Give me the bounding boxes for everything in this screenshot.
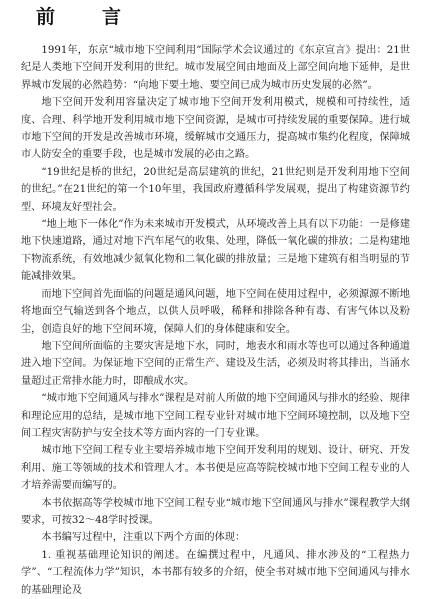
- paragraph-10: 本书编写过程中，注重以下两个方面的体现：: [41, 532, 246, 544]
- page-title: 前 言: [36, 6, 136, 28]
- preface-body: [21, 42, 410, 599]
- paragraph-9: 本书依据高等学校城市地下空间工程专业“城市地下空间通风与排水”课程教学大纲要求，可按32～48学时授课。: [21, 497, 410, 526]
- paragraph-5: 而地下空间首先面临的问题是通风问题，地下空间在使用过程中，必须源源不断地将地面空气输送到各个地点，以供人员呼吸，稀释和排除各种有毒、有害气体以及粉尘，创造良好的地下空间环境，保障人们的身体健康和安全。: [21, 288, 410, 335]
- paragraph-6: 地下空间所面临的主要灾害是地下水，同时，地表水和雨水等也可以通过各种通道进入地下空间。为保证地下空间的正常生产、建设及生活，必须及时将其排出，当涌水量超过正常排水能力时，即酿成水灾。: [21, 340, 410, 387]
- paragraph-3: “19世纪是桥的世纪，20世纪是高层建筑的世纪，21世纪则是开发利用地下空间的世纪。”在21世纪的第一个10年里，我国政府遵循科学发展观，提出了构建资源节约型、环境友好型社会。: [21, 166, 410, 213]
- paragraph-1: 1991年，东京“城市地下空间利用”国际学术会议通过的《东京宣言》提出：21世纪是人类地下空间开发利用的世纪。城市发展空间由地面及上部空间向地下延伸，是世界城市发展的必然趋势：“向地下要土地、要空间已成为城市历史发展的必然”。: [21, 45, 410, 91]
- paragraph-8: 城市地下空间工程专业主要培养城市地下空间开发利用的规划、设计、研究、开发利用、施工等领域的技术和管理人才。本书便是应高等院校城市地下空间工程专业的人才培养需要而编写的。: [21, 445, 410, 492]
- paragraph-11: 1. 重视基础理论知识的阐述。在编撰过程中，凡通风、排水涉及的“工程热力学”、“工程流体力学”知识，本书都有较多的介绍，使全书对城市地下空间通风与排水的基础理论及: [21, 549, 410, 596]
- paragraph-7: “城市地下空间通风与排水”课程是对前人所做的地下空间通风与排水的经验、规律和理论应用的总结，是城市地下空间工程专业针对城市地下空间环境控制，以及地下空间工程灾害防护与安全技术等方面内容的一门专业课。: [21, 393, 410, 439]
- paragraph-2: 地下空间开发利用容量决定了城市地下空间开发利用模式，规模和可持续性，适度、合理、科学地开发利用城市地下空间资源，是城市可持续发展的重要保障。进行城市地下空间的开发是改善城市环境，缓解城市交通压力，提高城市集约化程度，保障城市人防安全的重要手段，也是城市发展的必由之路。: [21, 97, 410, 161]
- paragraph-4: “地上地下一体化”作为未来城市开发模式，从环境改善上具有以下功能：一是修建地下快速道路，通过对地下汽车尾气的收集、处理，降低一氧化碳的排放；二是构建地下物流系统，有效地减少氮氧化物和二氧化碳的排放量；三是地下建筑有相当明显的节能减排效果。: [21, 219, 410, 283]
